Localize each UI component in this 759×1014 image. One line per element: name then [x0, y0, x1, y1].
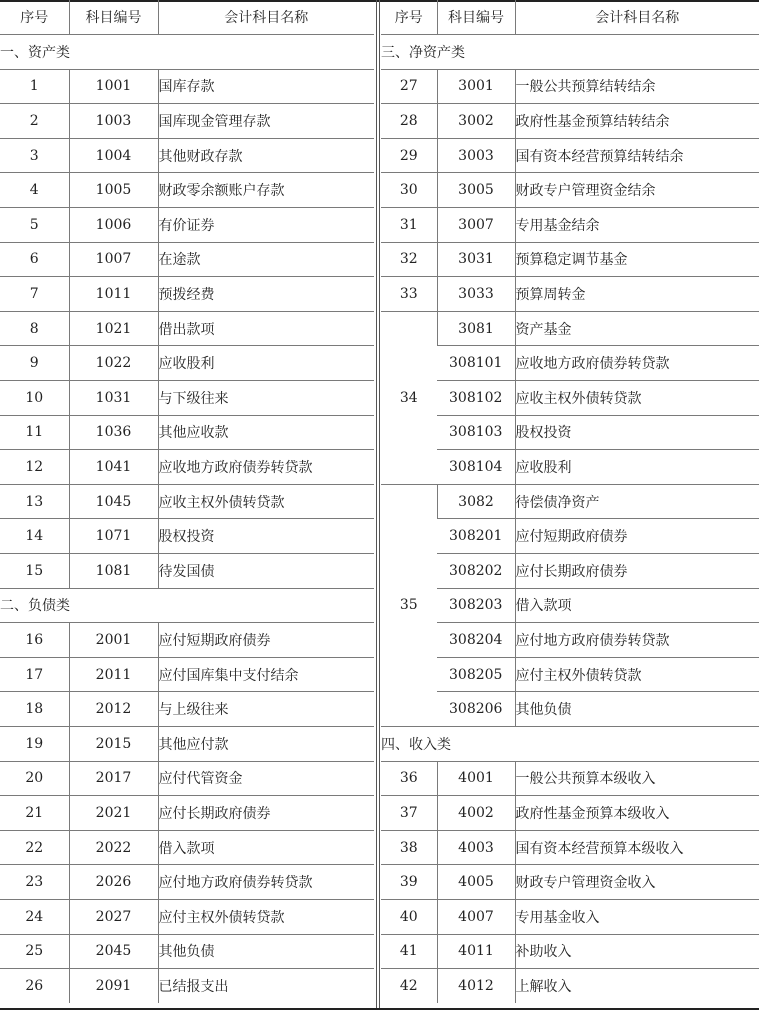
category-label: 一、资产类 — [0, 35, 374, 70]
table-row — [381, 796, 759, 831]
name-cell: 财政零余额账户存款 — [158, 173, 374, 208]
name-cell: 国有资本经营预算结转结余 — [515, 138, 759, 173]
name-cell: 国有资本经营预算本级收入 — [515, 830, 759, 865]
code-cell: 308101 — [437, 346, 515, 381]
seq-cell: 21 — [0, 796, 69, 831]
table-row — [0, 692, 374, 727]
table-row — [381, 761, 759, 796]
code-cell: 1005 — [69, 173, 158, 208]
header-code: 科目编号 — [437, 0, 515, 35]
seq-cell: 30 — [381, 173, 437, 208]
header-seq: 序号 — [394, 10, 423, 27]
sub-account-row — [381, 415, 759, 450]
seq-cell: 25 — [0, 934, 69, 969]
sub-account-row — [381, 623, 759, 658]
code-cell: 1007 — [69, 242, 158, 277]
name-cell: 预算周转金 — [515, 277, 759, 312]
code-cell: 2015 — [69, 726, 158, 761]
table-row — [0, 138, 374, 173]
seq-cell: 9 — [0, 346, 69, 381]
sub-account-row — [381, 588, 759, 623]
code-cell: 2022 — [69, 830, 158, 865]
header-row — [0, 0, 374, 35]
name-cell: 待发国债 — [158, 554, 374, 589]
code-cell: 1001 — [69, 69, 158, 104]
code-cell: 1021 — [69, 311, 158, 346]
code-cell: 308201 — [437, 519, 515, 554]
seq-cell: 36 — [381, 761, 437, 796]
seq-cell: 22 — [0, 830, 69, 865]
code-cell: 1004 — [69, 138, 158, 173]
code-cell: 1022 — [69, 346, 158, 381]
name-cell: 国库现金管理存款 — [158, 104, 374, 139]
code-cell: 308205 — [437, 657, 515, 692]
seq-cell: 20 — [0, 761, 69, 796]
code-cell: 2012 — [69, 692, 158, 727]
table-row — [0, 899, 374, 934]
code-cell: 4002 — [437, 796, 515, 831]
category-label: 三、净资产类 — [381, 35, 759, 70]
name-cell: 其他负债 — [158, 934, 374, 969]
code-cell: 308104 — [437, 450, 515, 485]
table-row — [381, 830, 759, 865]
code-cell: 2001 — [69, 623, 158, 658]
table-row — [0, 796, 374, 831]
name-cell: 应付长期政府债券 — [158, 796, 374, 831]
seq-cell: 29 — [381, 138, 437, 173]
name-cell: 资产基金 — [515, 311, 759, 346]
name-cell: 待偿债净资产 — [515, 484, 759, 519]
name-cell: 应付代管资金 — [158, 761, 374, 796]
seq-cell: 11 — [0, 415, 69, 450]
seq-cell: 33 — [381, 277, 437, 312]
table-row — [0, 969, 374, 1004]
header-row — [381, 0, 759, 35]
name-cell: 应收地方政府债券转贷款 — [158, 450, 374, 485]
seq-cell: 18 — [0, 692, 69, 727]
table-row — [0, 242, 374, 277]
seq-cell: 23 — [0, 865, 69, 900]
name-cell: 应收主权外债转贷款 — [515, 381, 759, 416]
sub-account-row — [381, 450, 759, 485]
code-cell: 2026 — [69, 865, 158, 900]
table-row — [0, 726, 374, 761]
name-cell: 应收地方政府债券转贷款 — [515, 346, 759, 381]
code-cell: 3007 — [437, 208, 515, 243]
table-row — [0, 415, 374, 450]
name-cell: 应付主权外债转贷款 — [515, 657, 759, 692]
sub-account-row — [381, 381, 759, 416]
name-cell: 专用基金结余 — [515, 208, 759, 243]
seq-cell: 14 — [0, 519, 69, 554]
table-row — [381, 69, 759, 104]
table-row — [381, 208, 759, 243]
code-cell: 308203 — [437, 588, 515, 623]
name-cell: 财政专户管理资金收入 — [515, 865, 759, 900]
sub-account-row — [381, 554, 759, 589]
seq-cell: 17 — [0, 657, 69, 692]
name-cell: 补助收入 — [515, 934, 759, 969]
code-cell: 2017 — [69, 761, 158, 796]
table-row — [0, 519, 374, 554]
code-cell: 4012 — [437, 969, 515, 1004]
table-row — [0, 277, 374, 312]
name-cell: 应收主权外债转贷款 — [158, 484, 374, 519]
table-row — [0, 381, 374, 416]
header-code: 科目编号 — [69, 0, 158, 35]
code-cell: 1036 — [69, 415, 158, 450]
category-row — [0, 588, 374, 623]
code-cell: 4003 — [437, 830, 515, 865]
code-cell: 1031 — [69, 381, 158, 416]
name-cell: 股权投资 — [158, 519, 374, 554]
left-subject-table — [0, 0, 374, 1003]
name-cell: 国库存款 — [158, 69, 374, 104]
seq-cell: 28 — [381, 104, 437, 139]
seq-cell: 32 — [381, 242, 437, 277]
code-cell: 3003 — [437, 138, 515, 173]
center-divider — [376, 0, 380, 1010]
seq-cell: 40 — [381, 899, 437, 934]
category-row — [381, 35, 759, 70]
code-cell: 3031 — [437, 242, 515, 277]
seq-cell: 6 — [0, 242, 69, 277]
seq-cell: 8 — [0, 311, 69, 346]
code-cell: 4011 — [437, 934, 515, 969]
name-cell: 与下级往来 — [158, 381, 374, 416]
table-row — [381, 865, 759, 900]
table-row — [0, 173, 374, 208]
name-cell: 一般公共预算结转结余 — [515, 69, 759, 104]
name-cell: 有价证券 — [158, 208, 374, 243]
category-label: 四、收入类 — [381, 726, 759, 761]
code-cell: 3033 — [437, 277, 515, 312]
seq-cell: 1 — [0, 69, 69, 104]
sub-account-row — [381, 346, 759, 381]
name-cell: 上解收入 — [515, 969, 759, 1004]
table-row — [0, 934, 374, 969]
code-cell: 308103 — [437, 415, 515, 450]
code-cell: 2011 — [69, 657, 158, 692]
code-cell: 4007 — [437, 899, 515, 934]
table-row — [0, 69, 374, 104]
code-cell: 1045 — [69, 484, 158, 519]
seq-cell: 24 — [0, 899, 69, 934]
name-cell: 应付长期政府债券 — [515, 554, 759, 589]
sub-account-row — [381, 519, 759, 554]
table-row — [0, 865, 374, 900]
header-seq: 序号 — [20, 10, 49, 27]
header-name: 会计科目名称 — [515, 0, 759, 35]
name-cell: 预算稳定调节基金 — [515, 242, 759, 277]
category-label: 二、负债类 — [0, 588, 374, 623]
code-cell: 2021 — [69, 796, 158, 831]
table-row — [381, 311, 759, 346]
table-row — [0, 484, 374, 519]
code-cell: 2027 — [69, 899, 158, 934]
category-row — [381, 726, 759, 761]
code-cell: 1071 — [69, 519, 158, 554]
code-cell: 308206 — [437, 692, 515, 727]
name-cell: 应收股利 — [158, 346, 374, 381]
table-row — [381, 138, 759, 173]
name-cell: 应付国库集中支付结余 — [158, 657, 374, 692]
table-row — [0, 450, 374, 485]
category-row — [0, 35, 374, 70]
code-cell: 1081 — [69, 554, 158, 589]
right-subject-table — [381, 0, 759, 1003]
seq-cell: 26 — [0, 969, 69, 1004]
sub-account-row — [381, 692, 759, 727]
seq-cell: 19 — [0, 726, 69, 761]
name-cell: 其他应收款 — [158, 415, 374, 450]
table-row — [381, 484, 759, 519]
seq-cell: 34 — [381, 311, 437, 484]
seq-cell: 7 — [0, 277, 69, 312]
table-row — [381, 934, 759, 969]
code-cell: 1041 — [69, 450, 158, 485]
name-cell: 与上级往来 — [158, 692, 374, 727]
seq-cell: 27 — [381, 69, 437, 104]
table-row — [0, 830, 374, 865]
code-cell: 3081 — [437, 311, 515, 346]
seq-cell: 37 — [381, 796, 437, 831]
seq-cell: 39 — [381, 865, 437, 900]
code-cell: 4001 — [437, 761, 515, 796]
code-cell: 2045 — [69, 934, 158, 969]
name-cell: 政府性基金预算本级收入 — [515, 796, 759, 831]
seq-cell: 13 — [0, 484, 69, 519]
table-row — [0, 623, 374, 658]
seq-cell: 10 — [0, 381, 69, 416]
seq-cell: 31 — [381, 208, 437, 243]
name-cell: 应收股利 — [515, 450, 759, 485]
table-row — [0, 208, 374, 243]
table-row — [0, 311, 374, 346]
name-cell: 其他财政存款 — [158, 138, 374, 173]
table-row — [381, 173, 759, 208]
name-cell: 应付地方政府债券转贷款 — [515, 623, 759, 658]
seq-cell: 12 — [0, 450, 69, 485]
name-cell: 应付短期政府债券 — [515, 519, 759, 554]
name-cell: 政府性基金预算结转结余 — [515, 104, 759, 139]
table-bottom-rule — [0, 1008, 759, 1010]
name-cell: 应付主权外债转贷款 — [158, 899, 374, 934]
code-cell: 308202 — [437, 554, 515, 589]
seq-cell: 35 — [381, 484, 437, 726]
name-cell: 其他负债 — [515, 692, 759, 727]
code-cell: 2091 — [69, 969, 158, 1004]
table-row — [0, 554, 374, 589]
name-cell: 预拨经费 — [158, 277, 374, 312]
table-row — [0, 761, 374, 796]
seq-cell: 38 — [381, 830, 437, 865]
table-row — [0, 657, 374, 692]
seq-cell: 42 — [381, 969, 437, 1004]
seq-cell: 5 — [0, 208, 69, 243]
name-cell: 借出款项 — [158, 311, 374, 346]
code-cell: 308204 — [437, 623, 515, 658]
sub-account-row — [381, 657, 759, 692]
name-cell: 财政专户管理资金结余 — [515, 173, 759, 208]
name-cell: 股权投资 — [515, 415, 759, 450]
name-cell: 已结报支出 — [158, 969, 374, 1004]
code-cell: 3082 — [437, 484, 515, 519]
code-cell: 3001 — [437, 69, 515, 104]
name-cell: 一般公共预算本级收入 — [515, 761, 759, 796]
seq-cell: 16 — [0, 623, 69, 658]
code-cell: 308102 — [437, 381, 515, 416]
table-row — [381, 899, 759, 934]
seq-cell: 15 — [0, 554, 69, 589]
code-cell: 4005 — [437, 865, 515, 900]
code-cell: 1011 — [69, 277, 158, 312]
name-cell: 应付地方政府债券转贷款 — [158, 865, 374, 900]
code-cell: 1003 — [69, 104, 158, 139]
seq-cell: 3 — [0, 138, 69, 173]
name-cell: 借入款项 — [515, 588, 759, 623]
name-cell: 应付短期政府债券 — [158, 623, 374, 658]
name-cell: 其他应付款 — [158, 726, 374, 761]
table-row — [0, 104, 374, 139]
name-cell: 专用基金收入 — [515, 899, 759, 934]
seq-cell: 2 — [0, 104, 69, 139]
code-cell: 3002 — [437, 104, 515, 139]
seq-cell: 4 — [0, 173, 69, 208]
table-row — [381, 242, 759, 277]
name-cell: 在途款 — [158, 242, 374, 277]
table-row — [381, 277, 759, 312]
name-cell: 借入款项 — [158, 830, 374, 865]
table-row — [381, 969, 759, 1004]
table-row — [381, 104, 759, 139]
header-name: 会计科目名称 — [158, 0, 374, 35]
seq-cell: 41 — [381, 934, 437, 969]
table-row — [0, 346, 374, 381]
code-cell: 3005 — [437, 173, 515, 208]
code-cell: 1006 — [69, 208, 158, 243]
